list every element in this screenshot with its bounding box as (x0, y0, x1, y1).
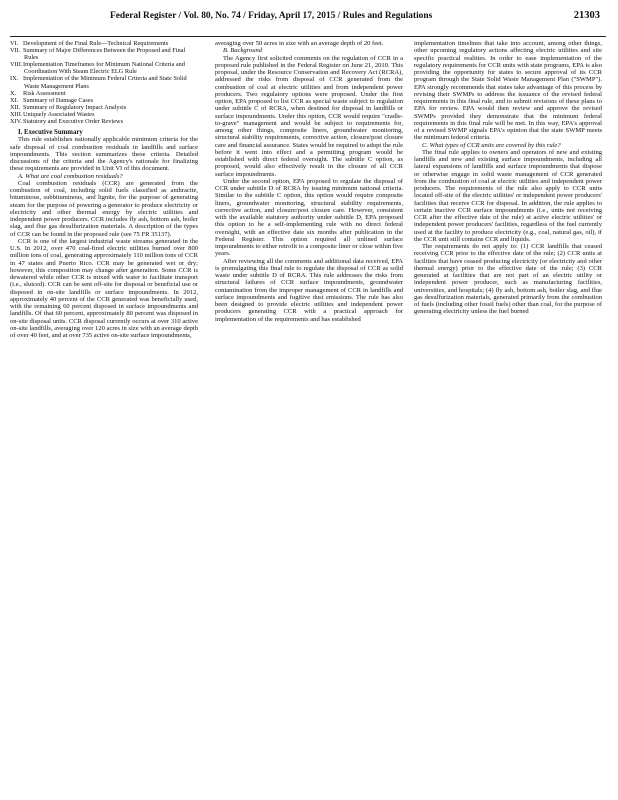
paragraph: CCR is one of the largest industrial waste streams generated in the U.S. In 2012, over 470 coal-fired electric utilities burned over 800 million tons of coal, generating approximately 110 million tons of CCR in 47 states and Puerto Rico. CCR may be generated wet or dry; however, this composition may change after generation. Some CCR is dewatered while other CCR is mixed with water to facilitate transport (i.e., sluiced). CCR can be sent off-site for disposal or beneficial use or disposed in on-site landfills or surface impoundments. In 2012, approximately 40 percent of the CCR generated was beneficially used, with the remaining 60 percent disposed in surface impoundments and landfills. Of that 60 percent, approximately 80 percent was disposed in on-site disposal units. CCR disposal currently occurs at over 310 active on-site landfills, averaging over 120 acres in size with an average depth of over 40 feet, and at over 735 active on-site surface impoundments, (10, 237, 198, 340)
toc-item: VI. Development of the Final Rule—Technical Requirements (10, 40, 169, 47)
toc-item: XII. Summary of Regulatory Impact Analysis (10, 103, 127, 111)
paragraph: The requirements do not apply to: (1) CCR landfills that ceased receiving CCR prior to the effective date of the rule; (2) CCR units at facilities that have ceased producing electricity (or electricity and other thermal energy) prior to the effective date of the rule; (3) CCR generated at facilities that are not part of an electric utility or independent power producer, such as manufacturing facilities, universities, and hospitals; (4) fly ash, bottom ash, boiler slag, and flue gas desulfurization materials, generated primarily from the combustion of fuels (including other fossil fuels) other than coal, for the purpose of generating electricity unless the fuel burned (414, 243, 602, 316)
subheading-what-are-ccr: A. What are coal combustion residuals? (18, 172, 123, 180)
paragraph-continued: averaging over 50 acres in size with an average depth of 20 feet. (215, 40, 384, 47)
toc-item: XIII.Uniquely Associated Wastes (10, 110, 95, 118)
header-rule (10, 36, 606, 37)
column-right (414, 40, 602, 790)
column-middle (215, 40, 403, 790)
toc-item: VII. Summary of Major Differences Between the Proposed and Final Rules (10, 47, 186, 62)
section-heading-executive-summary: I. Executive Summary (18, 129, 83, 137)
toc-item: VIII.Implementation Timeframes for Minimum National Criteria and Coordination With Steam Electric ELG Rule (10, 61, 185, 76)
page-number: 21303 (573, 10, 600, 21)
toc-item: IX. Implementation of the Minimum Federal Criteria and State Solid Waste Management Plans (10, 75, 187, 90)
paragraph-continued: implementation timelines that take into account, among other things, other upcoming regulatory actions affecting electric utilities and site specific practical realities. In order to ease implementation of the regulatory requirements for CCR units with state programs, EPA is also providing the opportunity for states to secure approval of its CCR program through the State Solid Waste Management Plan ("SWMP"). EPA strongly recommends that states take advantage of this process by revising their SWMPs to address the issuance of the revised federal requirements in this final rule, and to submit revisions of these plans to EPA for review. EPA would then review and approve the revised SWMPs provided they demonstrate that the minimum federal requirements in this final rule will be met. In this way, EPA's approval of a revised SWMP signals EPA's opinion that the state SWMP meets the minimum federal criteria. (414, 40, 602, 142)
paragraph: This rule establishes nationally applicable minimum criteria for the safe disposal of coal combustion residuals in landfills and surface impoundments. This section summarizes these criteria. Detailed discussions of the criteria and the Agency's rationale for finalizing these requirements are provided in Unit VI of this document. (10, 136, 198, 173)
toc-item: X. Risk Assessment (10, 89, 66, 97)
paragraph: The final rule applies to owners and operators of new and existing landfills and new and existing surface impoundments, including all lateral expansions of landfills and surface impoundments that dispose or otherwise engage in solid waste management of CCR generated from the combustion of coal at electric utilities and independent power producers. The requirements of the rule also apply to CCR units located off-site of the electric utilities' or independent power producers' facilities that receive CCR for disposal. In addition, the rule applies to certain inactive CCR surface impoundments (i.e., units not receiving CCR after the effective date of the rule) at active electric utilities' or independent power producers' facilities, regardless of the fuel currently used at the facility to produce electricity (e.g., coal, natural gas, oil), if the CCR unit still contains CCR and liquids. (414, 148, 602, 243)
table-of-contents (10, 40, 198, 125)
paragraph: Coal combustion residuals (CCR) are generated from the combustion of coal, including solid fuels classified as anthracite, bituminous, subbituminous, and lignite, for the purpose of generating steam for the purpose of powering a generator to produce electricity or electricity and other thermal energy by electric utilities and independent power producers. CCR includes fly ash, bottom ash, boiler slag, and flue gas desulfurization materials. A description of the types of CCR can be found in the proposed rule (see 75 FR 35137). (10, 179, 198, 238)
subheading-background: B. Background (223, 47, 263, 55)
paragraph: The Agency first solicited comments on the regulation of CCR in a proposed rule published in the Federal Register on June 21, 2010. This proposal, under the Resource Conservation and Recovery Act (RCRA), addressed the risks from disposal of CCR generated from the combustion of coal at electric utilities and from independent power producers. Two regulatory options were proposed. Under the first option, EPA proposed to list CCR as special waste subject to regulation under subtitle C of RCRA, when destined for disposal in landfills or surface impoundments. Under this option, CCR would require "cradle-to-grave" management and would be subject to requirements for, among other things, composite liners, groundwater monitoring, structural stability requirements, corrective action, closure/post closure care and financial assurance. States would be required to adopt the rule before it went into effect and a permitting program would be established with direct federal oversight. The subtitle C option, as proposed, would also effectively result in the closure of all CCR surface impoundments. (215, 54, 403, 178)
subheading-ccr-units-covered: C. What types of CCR units are covered by this rule? (422, 141, 561, 149)
paragraph: Under the second option, EPA proposed to regulate the disposal of CCR under subtitle D of RCRA by issuing minimum national criteria. Similar to the subtitle C option, this option would require composite liners, groundwater monitoring, structural stability requirements, corrective action, and closure/post closure care. However, consistent with the available statutory authority under subtitle D, EPA proposed this option to be a self-implementing rule with no direct federal oversight, with an effective date six months after publication in the Federal Register. This option required all unlined surface impoundments to either retrofit to a composite liner or close within five years. (215, 177, 403, 258)
paragraph: After reviewing all the comments and additional data received, EPA is promulgating this final rule to regulate the disposal of CCR as solid waste under subtitle D of RCRA. This rule addresses the risks from structural failures of CCR surface impoundments, groundwater contamination from the improper management of CCR in landfills and surface impoundments and fugitive dust emissions. The rule has also been designed to provide electric utilities and independent power producers generating CCR with a practical approach for implementation of the requirements and has established (215, 257, 403, 323)
publication-line: Federal Register / Vol. 80, No. 74 / Friday, April 17, 2015 / Rules and Regulations (110, 11, 433, 21)
toc-item: XIV.Statutory and Executive Order Reviews (10, 118, 124, 126)
page-header (110, 10, 600, 32)
column-left (10, 40, 198, 790)
toc-item: XI. Summary of Damage Cases (10, 96, 94, 104)
